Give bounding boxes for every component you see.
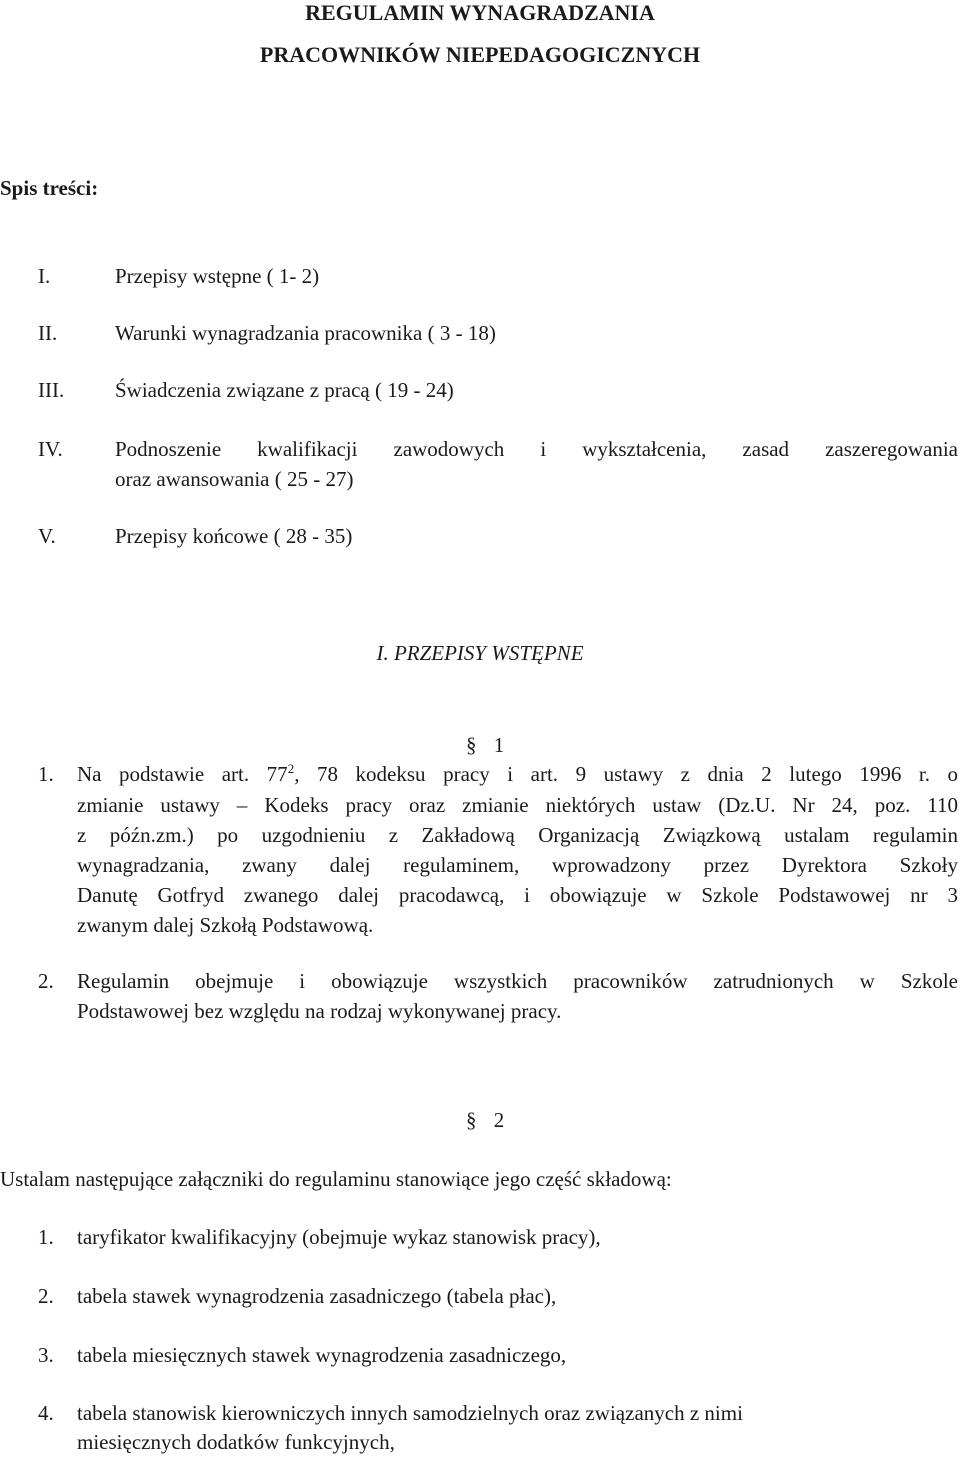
toc-item-number: II. (38, 321, 58, 345)
toc-title: Spis treści: (0, 176, 99, 200)
toc-item-number: III. (38, 378, 65, 402)
text-fragment: z późn.zm. (77, 823, 187, 847)
toc-item-number: V. (38, 524, 56, 548)
list-item-text: taryfikator kwalifikacyjny (obejmuje wykaz stanowisk pracy), (77, 1225, 601, 1249)
list-item-text-line2: miesięcznych dodatków funkcyjnych, (77, 1430, 395, 1454)
point-number: 1. (38, 762, 54, 786)
superscript: 2 (287, 761, 295, 776)
section-heading: I. PRZEPISY WSTĘPNE (376, 641, 584, 665)
toc-item-text-line1: Podnoszenie kwalifikacji zawodowych i wykształcenia, zasad zaszeregowania (115, 437, 958, 461)
paragraph-number: 1 (493, 733, 505, 757)
toc-item-text: Świadczenia związane z pracą ( 19 - 24) (115, 378, 454, 402)
attachments-intro: Ustalam następujące załączniki do regulaminu stanowiące jego część składową: (0, 1167, 672, 1191)
toc-item-number: IV. (38, 437, 63, 461)
paragraph-sign-1 (466, 733, 504, 758)
point-1-line1 (77, 762, 958, 787)
point-1-line3 (77, 823, 958, 848)
list-item-number: 4. (38, 1401, 54, 1425)
toc-item-text: Przepisy wstępne ( 1- 2) (115, 264, 320, 288)
toc-item-number: I. (38, 264, 51, 288)
point-1-line6: zwanym dalej Szkołą Podstawową. (77, 913, 374, 937)
paragraph-number: 2 (493, 1108, 505, 1132)
text-fragment: , 78 kodeksu pracy i art. 9 ustawy z dnia 2 lutego 1996 r. o (294, 762, 958, 786)
list-item-number: 1. (38, 1225, 54, 1249)
paragraph-sign-2 (466, 1108, 504, 1133)
list-item-text-line1: tabela stanowisk kierowniczych innych samodzielnych oraz związanych z nimi (77, 1401, 743, 1425)
list-item-text: tabela miesięcznych stawek wynagrodzenia zasadniczego, (77, 1343, 567, 1367)
text-fragment: Na podstawie art. 77 (77, 762, 288, 786)
document-title-line1: REGULAMIN WYNAGRADZANIA (305, 0, 655, 25)
toc-item-text: Warunki wynagradzania pracownika ( 3 - 18) (115, 321, 496, 345)
point-1-line5: Danutę Gotfryd zwanego dalej pracodawcą, i obowiązuje w Szkole Podstawowej nr 3 (77, 883, 958, 907)
text-fragment: ) po uzgodnieniu z Zakładową Organizacją Związkową ustalam regulamin (186, 823, 959, 847)
list-item-number: 3. (38, 1343, 54, 1367)
point-1-line2: zmianie ustawy – Kodeks pracy oraz zmianie niektórych ustaw (Dz.U. Nr 24, poz. 110 (77, 793, 958, 817)
document-title-line2: PRACOWNIKÓW NIEPEDAGOGICZNYCH (259, 42, 701, 67)
list-item-text: tabela stawek wynagrodzenia zasadniczego (tabela płac), (77, 1284, 557, 1308)
point-1-line4: wynagradzania, zwany dalej regulaminem, wprowadzony przez Dyrektora Szkoły (77, 853, 958, 877)
toc-item-text-line2: oraz awansowania ( 25 - 27) (115, 467, 354, 491)
section-sign-icon: § (466, 733, 477, 757)
toc-item-text: Przepisy końcowe ( 28 - 35) (115, 524, 353, 548)
point-number: 2. (38, 969, 54, 993)
point-2-line1: Regulamin obejmuje i obowiązuje wszystkich pracowników zatrudnionych w Szkole (77, 969, 958, 993)
section-sign-icon: § (466, 1108, 477, 1132)
point-2-line2: Podstawowej bez względu na rodzaj wykonywanej pracy. (77, 999, 562, 1023)
list-item-number: 2. (38, 1284, 54, 1308)
